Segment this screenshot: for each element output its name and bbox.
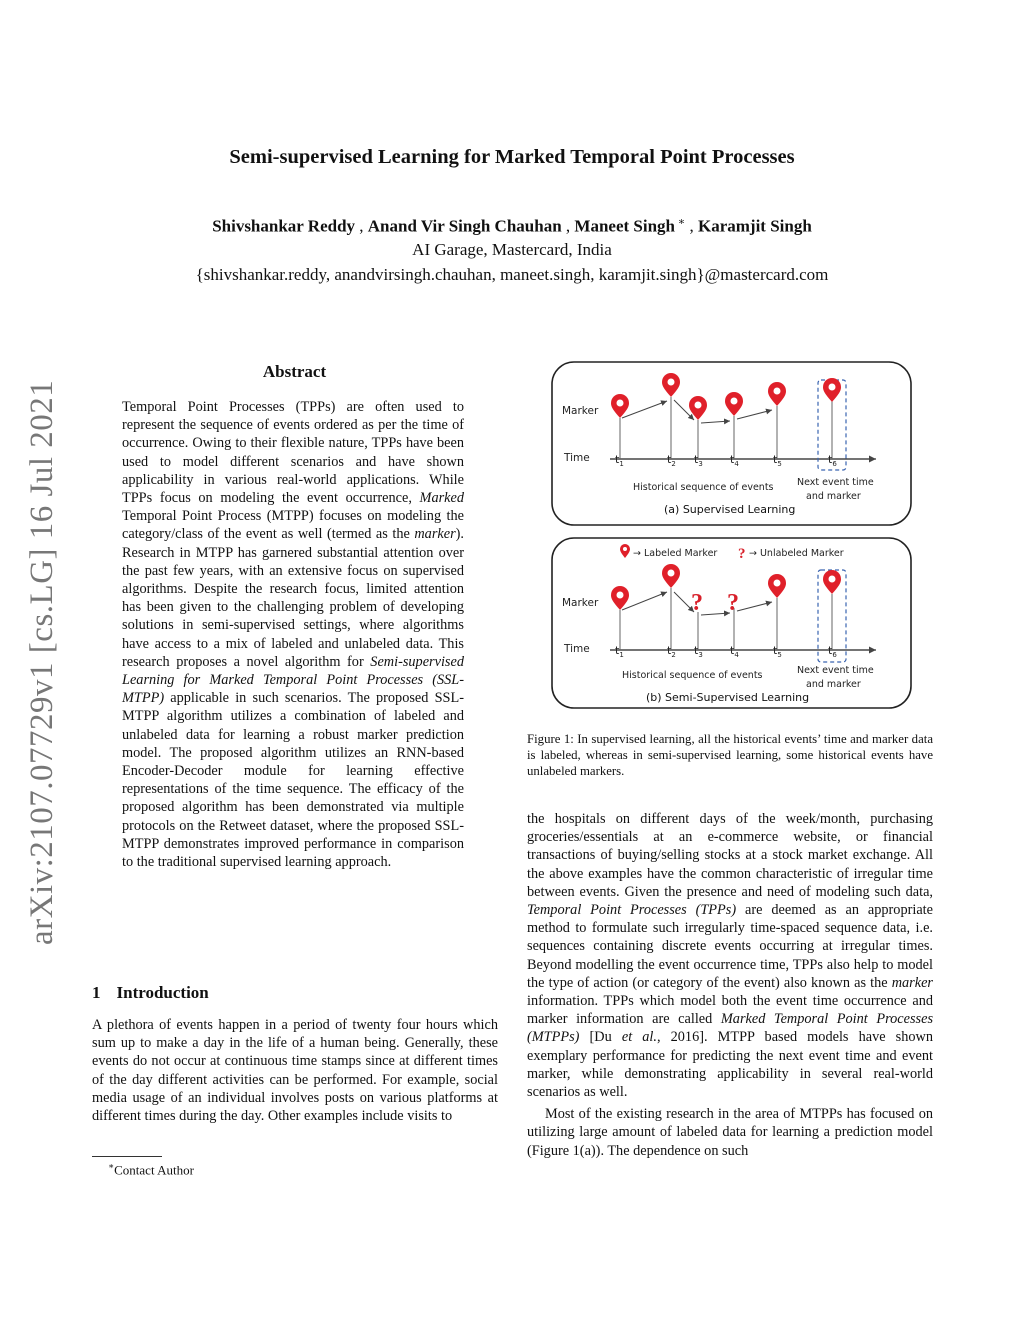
body-text: information. TPPs which model both the event time occurrence and marker information are called: [527, 993, 933, 1028]
abstract-emphasis: Semi-supervised Learning for Marked Temporal Point Processes (SSL-MTPP): [122, 653, 464, 707]
time-tick: $t_4$: [730, 644, 739, 659]
location-pin-icon: [611, 586, 629, 610]
body-emphasis: marker: [891, 974, 933, 991]
sequence-arrow: [737, 410, 772, 419]
figure-caption: Figure 1: In supervised learning, all the historical events’ time and marker data is labeled, whereas in semi-supervised learning, some historical events have unlabeled markers.: [527, 732, 933, 778]
time-tick: $t_1$: [615, 644, 624, 659]
author-emails: {shivshankar.reddy, anandvirsingh.chauhan, maneet.singh, karamjit.singh}@mastercard.com: [195, 265, 829, 284]
section-number: 1: [92, 983, 101, 1002]
contact-author-mark: ∗: [675, 216, 686, 228]
time-tick: $t_4$: [730, 453, 739, 468]
citation-emphasis: et al.: [621, 1029, 657, 1046]
location-pin-icon: [662, 564, 680, 588]
panel-a-label: (a) Supervised Learning: [664, 503, 796, 516]
abstract-emphasis: Marked: [419, 490, 464, 507]
panel-b-label: (b) Semi-Supervised Learning: [646, 691, 810, 704]
footnote-text: Contact Author: [114, 1162, 194, 1178]
author-name: Karamjit Singh: [697, 216, 812, 236]
next-event-label: and marker: [806, 491, 861, 502]
legend-unlabeled: → Unlabeled Marker: [749, 548, 844, 559]
time-tick: $t_6$: [828, 644, 837, 659]
legend-pin-icon: [620, 544, 630, 558]
author-name: Maneet Singh: [574, 216, 675, 236]
time-tick: $t_2$: [667, 453, 676, 468]
footnote-mark: ∗: [108, 1161, 115, 1171]
section-heading: [92, 983, 209, 1003]
time-tick: $t_3$: [694, 453, 703, 468]
arxiv-stamp: arXiv:2107.07729v1 [cs.LG] 16 Jul 2021: [24, 379, 60, 945]
time-tick: $t_5$: [773, 453, 782, 468]
citation[interactable]: [Du: [579, 1029, 622, 1046]
time-tick: $t_2$: [667, 644, 676, 659]
marker-axis-label: Marker: [562, 597, 599, 609]
abstract-text: Temporal Point Processes (TPPs) are often used to represent the sequence of events ordered as per the time of occurrence. Owing to their flexible nature, TPPs have been used to model different scenarios and have shown applicability in various real-world applications. While TPPs focus on modeling the event occurrence,: [122, 399, 464, 507]
next-event-label: Next event time: [797, 477, 874, 488]
intro-paragraph: A plethora of events happen in a period of twenty four hours which sum up to make a day in the life of a human being. Generally, these events do not occur at continuous time stamps since at different times of the day different activities can be performed. For example, social media usage of an individual involves posts on various platforms at different times during the day. Other examples include visits to: [92, 1017, 498, 1125]
unlabeled-marker: ?: [691, 590, 703, 616]
author-list: [0, 215, 1024, 237]
location-pin-icon: [768, 382, 786, 406]
legend-labeled: → Labeled Marker: [633, 548, 718, 559]
right-column: [527, 810, 933, 1160]
time-tick: $t_6$: [828, 453, 837, 468]
body-paragraph: Most of the existing research in the area of MTPPs has focused on utilizing large amount of labeled data for learning a prediction model (Figure 1(a)). The dependence on such: [527, 1106, 933, 1159]
next-event-label: and marker: [806, 679, 861, 690]
section-title: Introduction: [116, 983, 209, 1002]
historical-label: Historical sequence of events: [622, 670, 763, 681]
time-axis-label: Time: [564, 452, 590, 464]
author-separator: ,: [561, 216, 575, 236]
figure-1: [550, 360, 913, 710]
author-name: Shivshankar Reddy: [212, 216, 356, 236]
sequence-arrow: [701, 613, 730, 615]
time-axis-label: Time: [564, 643, 590, 655]
body-text: , 2016]. MTPP based models have shown exemplary performance for predicting the next event time and event marker, while demonstrating applicability in several real-world scenarios as well.: [527, 1029, 933, 1101]
abstract-emphasis: marker: [414, 526, 456, 543]
location-pin-icon: [768, 574, 786, 598]
legend-question-mark: ?: [738, 546, 746, 562]
panel-semi-supervised: [552, 538, 911, 708]
paper-title: Semi-supervised Learning for Marked Temporal Point Processes: [229, 146, 795, 168]
footnote: [108, 1161, 194, 1178]
body-emphasis: Marked Temporal Point Processes (MTPPs): [527, 1011, 934, 1046]
body-emphasis: Temporal Point Processes (TPPs): [527, 902, 737, 919]
body-text: are deemed as an appropriate method to formulate such irregularly time-spaced sequence data, i.e. sequences containing discrete events occurring at irregular times. Beyond modelling the event occurrence time, TPPs also help to model the type of action (or category of the event) also known as the: [527, 902, 933, 991]
author-name: Anand Vir Singh Chauhan: [367, 216, 562, 236]
body-text: the hospitals on different days of the week/month, purchasing groceries/essentials at an e-commerce website, or financial transactions of buying/selling stocks at a stock market exchange. All the above examples have the common characteristic of irregular time between events. Given the presence and need of modeling such data,: [527, 811, 933, 900]
sequence-arrow: [701, 421, 730, 423]
location-pin-icon: [611, 394, 629, 418]
location-pin-icon: [689, 396, 707, 420]
panel-supervised: [552, 362, 911, 525]
sequence-arrow: [737, 602, 772, 611]
location-pin-icon: [725, 392, 743, 416]
affiliation: AI Garage, Mastercard, India: [412, 240, 612, 259]
location-pin-icon: [662, 373, 680, 397]
location-pin-icon: [823, 378, 841, 402]
next-event-label: Next event time: [797, 665, 874, 676]
location-pin-icon: [823, 570, 841, 594]
time-tick: $t_5$: [773, 644, 782, 659]
abstract-text: ). Research in MTPP has garnered substantial attention over the past few years, with an extensive focus on supervised algorithms. Despite the research focus, limited attention has been given to the challenging problem of developing solutions in semi-supervised settings, where algorithms have access to a mix of labeled and unlabeled data. This research proposes a novel algorithm for: [122, 526, 464, 670]
abstract-body: [122, 398, 464, 871]
body-paragraph: [527, 810, 933, 1101]
abstract-text: applicable in such scenarios. The proposed SSL-MTPP algorithm utilizes a combination of labeled and unlabeled data for learning a robust marker prediction model. The proposed algorithm utilizes an RNN-based Encoder-Decoder module for learning effective representations of the time sequence. The efficacy of the proposed algorithm has been demonstrated via multiple protocols on the Retweet dataset, where the proposed SSL-MTPP demonstrates improved performance in comparison to the traditional supervised learning approach.: [122, 690, 464, 871]
abstract-heading: Abstract: [262, 362, 327, 381]
time-tick: $t_3$: [694, 644, 703, 659]
unlabeled-marker: ?: [727, 590, 739, 616]
footnote-rule: [92, 1156, 162, 1157]
historical-label: Historical sequence of events: [633, 482, 774, 493]
abstract-text: Temporal Point Process (MTPP) focuses on modeling the category/class of the event as well (termed as the: [122, 508, 464, 543]
marker-axis-label: Marker: [562, 405, 599, 417]
time-tick: $t_1$: [615, 453, 624, 468]
author-separator: ,: [355, 216, 368, 236]
author-separator: ,: [685, 216, 698, 236]
